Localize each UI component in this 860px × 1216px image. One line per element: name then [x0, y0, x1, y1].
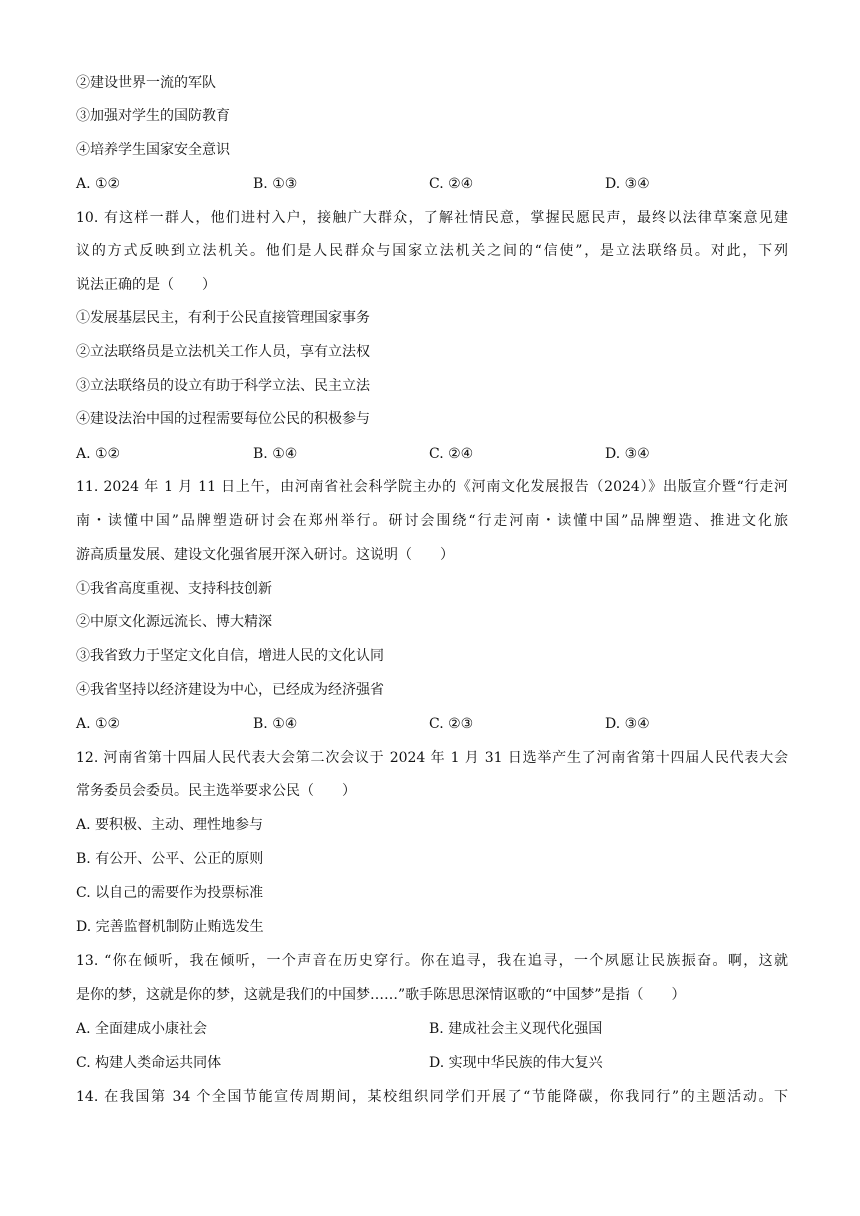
q13-option-d[interactable]: D. 实现中华民族的伟大复兴	[429, 1055, 603, 1071]
q11-stem-line-3: 游高质量发展、建设文化强省展开深入研讨。这说明（ ）	[76, 547, 454, 563]
q10-stem-line-1: 10. 有这样一群人，他们进村入户，接触广大群众，了解社情民意，掌握民愿民声，最终以法律草案意见建	[76, 210, 788, 226]
q11-stem-line-2: 南・读懂中国”品牌塑造研讨会在郑州举行。研讨会围绕“行走河南・读懂中国”品牌塑造、推进文化旅	[76, 513, 788, 529]
q13-options-row-2	[76, 1053, 796, 1073]
q11-options	[76, 714, 796, 734]
q9-option-b[interactable]: B. ①③	[253, 176, 298, 192]
q13-option-b[interactable]: B. 建成社会主义现代化强国	[429, 1021, 603, 1037]
q10-statement-4: ④建设法治中国的过程需要每位公民的积极参与	[76, 411, 370, 427]
q12-option-c[interactable]: C. 以自己的需要作为投票标准	[76, 885, 264, 901]
q11-statement-2: ②中原文化源远流长、博大精深	[76, 614, 272, 630]
q10-statement-2: ②立法联络员是立法机关工作人员，享有立法权	[76, 344, 370, 360]
q10-stem-line-3: 说法正确的是（ ）	[76, 277, 216, 293]
q10-option-b[interactable]: B. ①④	[253, 446, 298, 462]
q10-option-a[interactable]: A. ①②	[76, 446, 121, 462]
q13-stem-line-1: 13. “你在倾听，我在倾听，一个声音在历史穿行。你在追寻，我在追寻，一个夙愿让民族振奋。啊，这就	[76, 953, 788, 969]
q10-option-d[interactable]: D. ③④	[605, 446, 650, 462]
q9-statement-2: ②建设世界一流的军队	[76, 75, 216, 91]
q11-statement-1: ①我省高度重视、支持科技创新	[76, 581, 272, 597]
q11-option-c[interactable]: C. ②③	[429, 716, 474, 732]
q11-statement-4: ④我省坚持以经济建设为中心，已经成为经济强省	[76, 682, 384, 698]
q13-stem-line-2: 是你的梦，这就是你的梦，这就是我们的中国梦……”歌手陈思思深情讴歌的“中国梦”是指（ ）	[76, 987, 686, 1003]
q10-options	[76, 444, 796, 464]
q14-stem-line-1: 14. 在我国第 34 个全国节能宣传周期间，某校组织同学们开展了“节能降碳，你我同行”的主题活动。下	[76, 1089, 788, 1105]
q12-stem-line-2: 常务委员会委员。民主选举要求公民（ ）	[76, 783, 356, 799]
q10-statement-1: ①发展基层民主，有利于公民直接管理国家事务	[76, 310, 370, 326]
q9-option-a[interactable]: A. ①②	[76, 176, 121, 192]
q11-option-b[interactable]: B. ①④	[253, 716, 298, 732]
q13-option-a[interactable]: A. 全面建成小康社会	[76, 1021, 208, 1037]
q13-options-row-1	[76, 1019, 796, 1039]
q10-stem-line-2: 议的方式反映到立法机关。他们是人民群众与国家立法机关之间的“信使”，是立法联络员。对此，下列	[76, 243, 788, 259]
q12-option-a[interactable]: A. 要积极、主动、理性地参与	[76, 817, 264, 833]
q9-options	[76, 174, 796, 194]
q11-option-a[interactable]: A. ①②	[76, 716, 121, 732]
q10-option-c[interactable]: C. ②④	[429, 446, 474, 462]
q9-statement-3: ③加强对学生的国防教育	[76, 108, 230, 124]
q9-option-c[interactable]: C. ②④	[429, 176, 474, 192]
q12-option-b[interactable]: B. 有公开、公平、公正的原则	[76, 851, 264, 867]
q9-option-d[interactable]: D. ③④	[605, 176, 650, 192]
q11-stem-line-1: 11. 2024 年 1 月 11 日上午，由河南省社会科学院主办的《河南文化发展报告（2024）》出版宣介暨“行走河	[76, 479, 788, 495]
q9-statement-4: ④培养学生国家安全意识	[76, 142, 230, 158]
q11-option-d[interactable]: D. ③④	[605, 716, 650, 732]
q12-stem-line-1: 12. 河南省第十四届人民代表大会第二次会议于 2024 年 1 月 31 日选举产生了河南省第十四届人民代表大会	[76, 750, 788, 766]
q12-option-d[interactable]: D. 完善监督机制防止贿选发生	[76, 919, 264, 935]
q11-statement-3: ③我省致力于坚定文化自信，增进人民的文化认同	[76, 648, 384, 664]
q13-option-c[interactable]: C. 构建人类命运共同体	[76, 1055, 222, 1071]
q10-statement-3: ③立法联络员的设立有助于科学立法、民主立法	[76, 378, 370, 394]
